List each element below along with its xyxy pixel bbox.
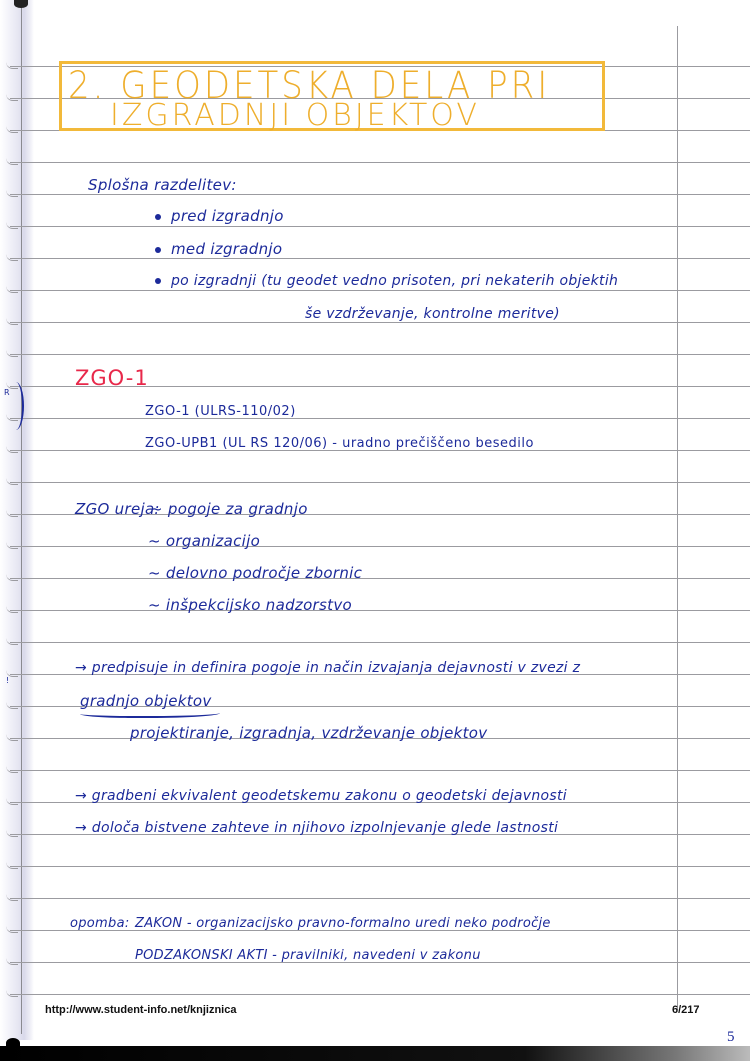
ruled-line <box>10 770 750 771</box>
ruled-line <box>10 642 750 643</box>
list-item <box>155 273 618 289</box>
predpisuje-line: → predpisuje in definira pogoje in način izvajanja dejavnosti v zvezi z <box>75 660 581 676</box>
arrow-note: → gradbeni ekvivalent geodetskemu zakonu o geodetski dejavnosti <box>75 788 567 804</box>
bullet-icon <box>155 214 161 220</box>
handwritten-page-number: 5 <box>727 1029 735 1045</box>
list-item-text: med izgradnjo <box>171 240 283 258</box>
bullet-icon <box>155 247 161 253</box>
binding-top-mark <box>14 0 28 8</box>
page-title-line-1: 2. GEODETSKA DELA PRI <box>68 64 551 108</box>
projektiranje-line: projektiranje, izgradnja, vzdrževanje objektov <box>130 724 488 742</box>
margin-note: ! <box>6 676 10 685</box>
ruled-line <box>10 610 750 611</box>
list-item-text: pred izgradnjo <box>171 207 284 225</box>
underline-squiggle <box>80 708 220 718</box>
ruled-line <box>10 482 750 483</box>
zgo-upb-reference: ZGO-UPB1 (UL RS 120/06) - uradno prečiščeno besedilo <box>145 436 534 451</box>
ruled-line <box>10 866 750 867</box>
ruled-line <box>10 226 750 227</box>
footer-page-count: 6/217 <box>672 1004 700 1016</box>
binding-line <box>21 4 22 1034</box>
ruled-line <box>10 322 750 323</box>
ruled-line <box>10 546 750 547</box>
zgo-reference: ZGO-1 (ULRS-110/02) <box>145 404 296 419</box>
opomba-podzakonski-line: PODZAKONSKI AKTI - pravilniki, navedeni v zakonu <box>135 948 481 963</box>
ureja-item: ~ inšpekcijsko nadzorstvo <box>148 596 352 614</box>
page-title-line-2: IZGRADNJI OBJEKTOV <box>110 98 480 133</box>
right-margin-line <box>677 26 678 1010</box>
list-item <box>155 207 284 225</box>
ruled-line <box>10 194 750 195</box>
ruled-line <box>10 898 750 899</box>
ruled-line <box>10 162 750 163</box>
ureja-item: ~ organizacijo <box>148 532 261 550</box>
list-item-continuation: še vzdrževanje, kontrolne meritve) <box>305 306 560 322</box>
ruled-line <box>10 418 750 419</box>
gradnjo-objektov-text: gradnjo objektov <box>80 692 212 710</box>
margin-brace <box>8 382 24 430</box>
section-heading-zgo: ZGO-1 <box>75 366 149 390</box>
ureja-item: ~ delovno področje zbornic <box>148 564 363 582</box>
list-item <box>155 240 282 258</box>
arrow-note: → določa bistvene zahteve in njihovo izpolnjevanje glede lastnosti <box>75 820 559 836</box>
opomba-zakon-line: ZAKON - organizacijsko pravno-formalno uredi neko področje <box>135 916 551 931</box>
margin-note: R <box>4 388 10 397</box>
list-item-text: po izgradnji (tu geodet vedno prisoten, pri nekaterih objektih <box>171 273 619 289</box>
section-heading-general: Splošna razdelitev: <box>88 176 237 194</box>
bullet-icon <box>155 278 161 284</box>
scan-shadow <box>0 1046 750 1061</box>
spiral-binding-edge <box>0 0 34 1040</box>
ureja-item: ~ pogoje za gradnjo <box>150 500 308 518</box>
ureja-label: ZGO ureja: <box>75 500 160 518</box>
ruled-line <box>10 354 750 355</box>
footer-source-url[interactable]: http://www.student-info.net/knjiznica <box>45 1004 237 1016</box>
ruled-line <box>10 994 750 995</box>
ruled-line <box>10 290 750 291</box>
opomba-label: opomba: <box>70 916 130 931</box>
ruled-line <box>10 258 750 259</box>
ruled-line <box>10 578 750 579</box>
